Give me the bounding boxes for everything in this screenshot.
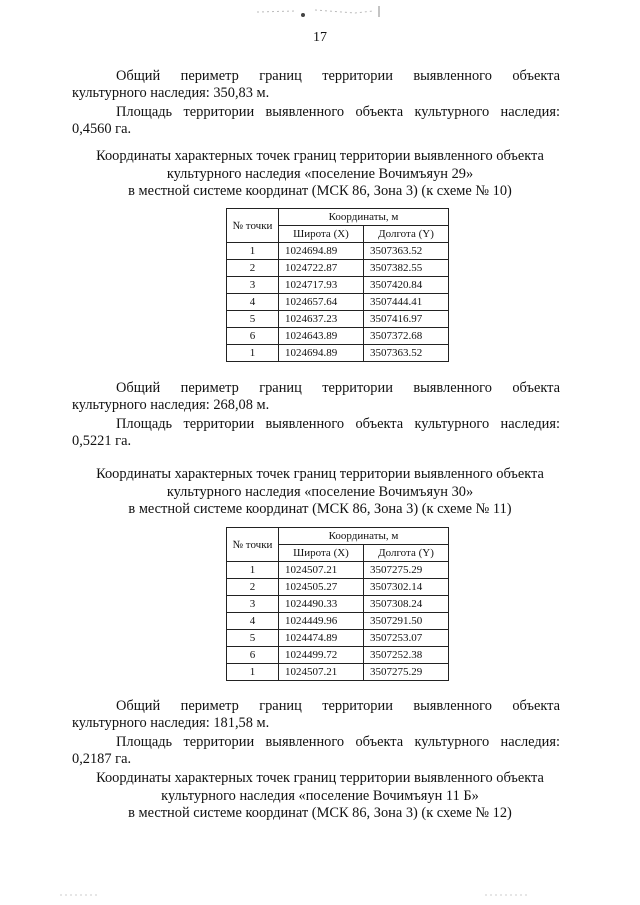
point-number: 1 [227, 243, 279, 260]
longitude-value: 3507302.14 [364, 579, 449, 596]
perimeter-paragraph-1 [72, 68, 560, 102]
longitude-value: 3507275.29 [364, 562, 449, 579]
perimeter-text-3b: культурного наследия: 181,58 м. [72, 715, 270, 731]
area-text-3b: 0,2187 га. [72, 751, 132, 767]
area-paragraph-1 [72, 104, 560, 138]
perimeter-text-2b: культурного наследия: 268,08 м. [72, 397, 270, 413]
latitude-value: 1024657.64 [279, 294, 364, 311]
latitude-value: 1024507.21 [279, 664, 364, 681]
perimeter-text-3a: Общий периметр границ территории выявленного объекта [116, 698, 560, 714]
table-row [227, 328, 449, 345]
area-text-2a: Площадь территории выявленного объекта культурного наследия: [116, 416, 560, 432]
heading-2-line-3: в местной системе координат (МСК 86, Зона 3) (к схеме № 11) [128, 501, 512, 517]
longitude-value: 3507420.84 [364, 277, 449, 294]
table-row [227, 277, 449, 294]
table-row [227, 596, 449, 613]
heading-2-line-1: Координаты характерных точек границ территории выявленного объекта [96, 466, 544, 482]
heading-2-line-2: культурного наследия «поселение Вочимъяун 30» [166, 483, 474, 500]
latitude-value: 1024637.23 [279, 311, 364, 328]
longitude-value: 3507416.97 [364, 311, 449, 328]
table-row [227, 243, 449, 260]
coordinates-heading-2 [40, 466, 600, 519]
point-number: 2 [227, 579, 279, 596]
latitude-value: 1024722.87 [279, 260, 364, 277]
table-2-lat-header: Широта (X) [279, 545, 364, 562]
table-1-lon-header: Долгота (Y) [364, 226, 449, 243]
latitude-value: 1024449.96 [279, 613, 364, 630]
table-row [227, 260, 449, 277]
perimeter-text-1a: Общий периметр границ территории выявленного объекта [116, 68, 560, 84]
area-text-2b: 0,5221 га. [72, 433, 132, 449]
area-text-1a: Площадь территории выявленного объекта культурного наследия: [116, 104, 560, 120]
coordinates-heading-3 [40, 770, 600, 823]
perimeter-paragraph-3 [72, 698, 560, 732]
area-text-3a: Площадь территории выявленного объекта культурного наследия: [116, 734, 560, 750]
latitude-value: 1024717.93 [279, 277, 364, 294]
latitude-value: 1024499.72 [279, 647, 364, 664]
point-number: 1 [227, 345, 279, 362]
scan-artifact-mark [255, 6, 385, 18]
latitude-value: 1024643.89 [279, 328, 364, 345]
table-row [227, 630, 449, 647]
heading-3-line-2: культурного наследия «поселение Вочимъяун 11 Б» [161, 787, 479, 804]
latitude-value: 1024507.21 [279, 562, 364, 579]
perimeter-text-1b: культурного наследия: 350,83 м. [72, 85, 270, 101]
longitude-value: 3507444.41 [364, 294, 449, 311]
point-number: 6 [227, 647, 279, 664]
coordinates-table-2 [226, 527, 449, 681]
table-1-lat-header: Широта (X) [279, 226, 364, 243]
point-number: 2 [227, 260, 279, 277]
longitude-value: 3507363.52 [364, 243, 449, 260]
point-number: 1 [227, 562, 279, 579]
latitude-value: 1024505.27 [279, 579, 364, 596]
perimeter-paragraph-2 [72, 380, 560, 414]
point-number: 1 [227, 664, 279, 681]
table-row [227, 294, 449, 311]
scan-artifact-bottom-right [485, 892, 530, 898]
heading-1-line-3: в местной системе координат (МСК 86, Зона 3) (к схеме № 10) [128, 183, 512, 199]
area-text-1b: 0,4560 га. [72, 121, 132, 137]
point-number: 6 [227, 328, 279, 345]
point-number: 4 [227, 294, 279, 311]
heading-1-line-2: культурного наследия «поселение Вочимъяун 29» [166, 165, 474, 182]
table-1-point-header: № точки [227, 209, 279, 243]
point-number: 3 [227, 596, 279, 613]
heading-3-line-3: в местной системе координат (МСК 86, Зона 3) (к схеме № 12) [128, 805, 512, 821]
table-row [227, 579, 449, 596]
table-row [227, 562, 449, 579]
area-paragraph-3 [72, 734, 560, 768]
table-1-coords-header: Координаты, м [279, 209, 449, 226]
latitude-value: 1024694.89 [279, 243, 364, 260]
table-row [227, 613, 449, 630]
latitude-value: 1024490.33 [279, 596, 364, 613]
heading-1-line-1: Координаты характерных точек границ территории выявленного объекта [96, 148, 544, 164]
longitude-value: 3507308.24 [364, 596, 449, 613]
table-row [227, 311, 449, 328]
point-number: 4 [227, 613, 279, 630]
table-row [227, 647, 449, 664]
table-row [227, 664, 449, 681]
table-2-point-header: № точки [227, 528, 279, 562]
longitude-value: 3507291.50 [364, 613, 449, 630]
perimeter-text-2a: Общий периметр границ территории выявленного объекта [116, 380, 560, 396]
point-number: 3 [227, 277, 279, 294]
table-2-coords-header: Координаты, м [279, 528, 449, 545]
point-number: 5 [227, 630, 279, 647]
point-number: 5 [227, 311, 279, 328]
longitude-value: 3507275.29 [364, 664, 449, 681]
table-row [227, 345, 449, 362]
coordinates-heading-1 [40, 148, 600, 201]
longitude-value: 3507372.68 [364, 328, 449, 345]
longitude-value: 3507252.38 [364, 647, 449, 664]
area-paragraph-2 [72, 416, 560, 450]
table-2-lon-header: Долгота (Y) [364, 545, 449, 562]
page-number: 17 [313, 30, 327, 45]
coordinates-table-1 [226, 208, 449, 362]
longitude-value: 3507382.55 [364, 260, 449, 277]
heading-3-line-1: Координаты характерных точек границ территории выявленного объекта [96, 770, 544, 786]
latitude-value: 1024474.89 [279, 630, 364, 647]
scan-artifact-bottom-left [60, 892, 100, 898]
latitude-value: 1024694.89 [279, 345, 364, 362]
longitude-value: 3507363.52 [364, 345, 449, 362]
longitude-value: 3507253.07 [364, 630, 449, 647]
